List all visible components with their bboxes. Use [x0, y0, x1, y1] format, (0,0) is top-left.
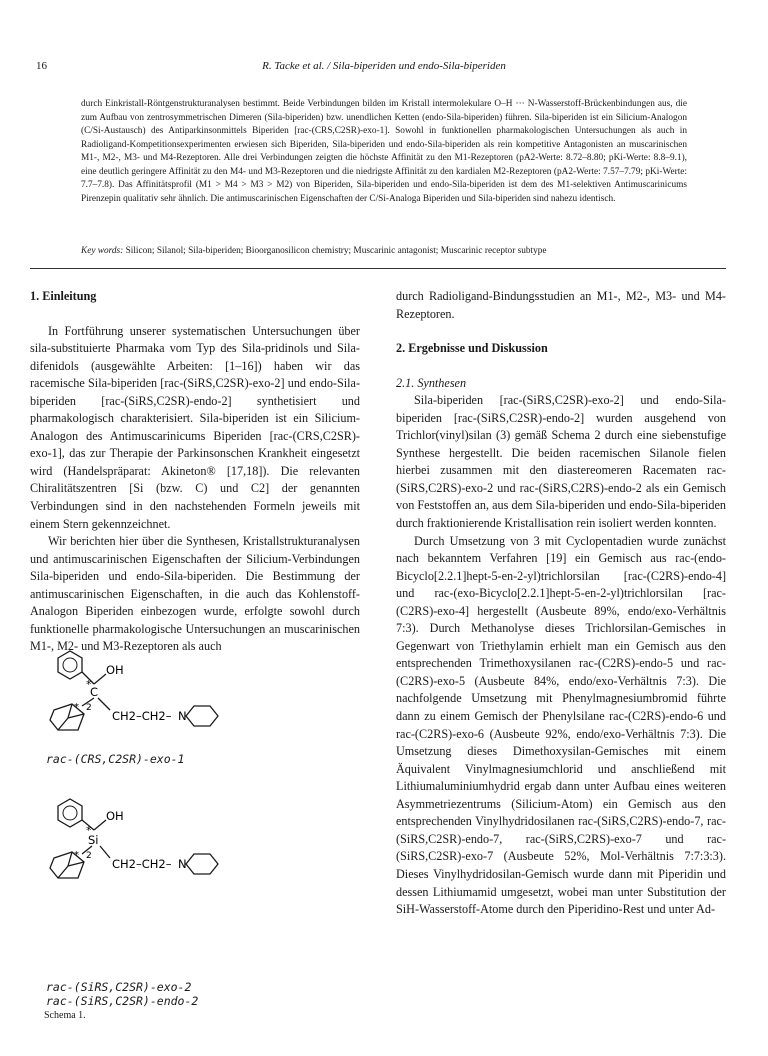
- locant-2: 2: [86, 851, 92, 861]
- star-marker: *: [74, 702, 79, 713]
- atom-c: C: [90, 685, 99, 699]
- keywords: [81, 246, 701, 256]
- atom-n: N: [178, 857, 187, 871]
- paragraph: Wir berichten hier über die Synthesen, Kristallstrukturanalysen und antimuscarinischen Eigenschaften der Silicium-Verbindungen Sila-biperiden und endo-Sila-biperiden. Die Bestimmung der antimuscarinischen Eigenschaften, in die auch das Kohlenstoff-Analogon Biperiden einbezogen wurde, erfolgte sowohl durch funktionelle pharmakologische Untersuchungen an muscarinischen M1-, M2- und M3-Rezeptoren als auch: [30, 534, 360, 654]
- keywords-list: Silicon; Silanol; Sila-biperiden; Bioorganosilicon chemistry; Muscarinic antagonist; Muscarinic receptor subtype: [125, 246, 547, 256]
- chain: CH2–CH2–: [112, 709, 172, 723]
- atom-si: Si: [88, 833, 99, 847]
- section-heading-ergebnisse: 2. Ergebnisse und Diskussion: [396, 341, 548, 356]
- chain: CH2–CH2–: [112, 857, 172, 871]
- right-column: [396, 288, 726, 919]
- star-marker: *: [74, 850, 79, 861]
- structure-1-drawing: [44, 648, 304, 768]
- paragraph: Sila-biperiden [rac-(SiRS,C2SR)-exo-2] und endo-Sila-biperiden [rac-(SiRS,C2SR)-endo-2] wurden ausgehend von Trichlor(vinyl)silan (3) gemäß Schema 2 durch eine siebenstufige Synthese hergestellt. Die beiden racemischen Silanole fielen hierbei zusammen mit den diastereomeren Racematen rac-(SiRS,C2RS)-exo-2 und rac-(SiRS,C2RS)-endo-2 als ein Gemisch von Feststoffen an, aus dem Sila-biperiden und endo-Sila-biperiden durch fraktionierende Kristallisation rein isoliert werden konnten.: [396, 393, 726, 531]
- section-heading-einleitung: 1. Einleitung: [30, 289, 97, 303]
- page-number: 16: [36, 60, 47, 72]
- structure-2-drawing: [44, 796, 304, 916]
- left-column: [30, 288, 360, 656]
- abstract-text: durch Einkristall-Röntgenstrukturanalysen bestimmt. Beide Verbindungen bilden im Kristall intermolekulare O–H ··· N-Wasserstoff-Brückenbindungen aus, die zum Aufbau von zentrosymmetrischen Dimeren (Sila-biperiden) bzw. unendlichen Ketten (endo-Sila-biperiden) führen. Sila-biperiden ist ein Silicium-Analogon (C/Si-Austausch) des Antiparkinsonmittels Biperiden [rac-(CRS,C2SR)-exo-1]. Sowohl in funktionellen pharmakologischen Untersuchungen als auch in Radioligand-Kompetitionsexperimenten erwiesen sich Biperiden, Sila-biperiden und endo-Sila-biperiden als rein kompetitive Antagonisten an muscarinischen M1-, M2-, M3- und M4-Rezeptoren. Alle drei Verbindungen zeigten die höchste Affinität zu den M1-Rezeptoren (pA2-Werte: 8.72–8.80; pKi-Werte: 8.8–9.1), eine deutlich geringere Affinität zu den M4- und M3-Rezeptoren und die niedrigste Affinität zu den kardialen M2-Rezeptoren (pA2-Werte: 7.57–7.79; pKi-Werte: 7.7–7.8). Das Affinitätsprofil (M1 > M4 > M3 > M2) von Biperiden, Sila-biperiden und endo-Sila-biperiden ist dem des M1-selektiven Antimuscarinicums Pirenzepin qualitativ sehr ähnlich. Die antimuscarinischen Eigenschaften der C/Si-Analoga Biperiden und Sila-biperiden sind nahezu identisch.: [81, 99, 687, 204]
- paragraph: Durch Umsetzung von 3 mit Cyclopentadien wurde zunächst nach bekanntem Verfahren [19] ein Gemisch aus rac-(endo-Bicyclo[2.2.1]hept-5-en-2-yl)trichlorsilan [rac-(C2RS)-endo-4] und rac-(exo-Bicyclo[2.2.1]hept-5-en-2-yl)trichlorsilan [rac-(C2RS)-exo-4] hergestellt (Ausbeute 89%, endo/exo-Verhältnis 7:3). Durch Methanolyse dieses Trichlorsilan-Gemisches in Gegenwart von Triethylamin erhielt man ein Gemisch aus den entsprechenden Trimethoxysilanen rac-(C2RS)-endo-5 und rac-(C2RS)-exo-5 (Ausbeute 84%, endo/exo-Verhältnis 7:3). Die nachfolgende Umsetzung mit Phenylmagnesiumbromid führte dann zu einem Gemisch der Phenylsilane rac-(C2RS)-endo-6 und rac-(C2RS)-exo-6 (Ausbeute 92%, endo/exo-Verhältnis 7:3). Die Umsetzung dieses Dimethoxysilan-Gemisches mit einem Äquivalent Vinylmagnesiumchlorid und anschließend mit Lithiumaluminiumhydrid ergab dann unter Aufbau eines weiteren Asymmetriezentrums (Silicium-Atom) ein Gemisch aus den entsprechenden Vinylhydridosilanen rac-(SiRS,C2RS)-endo-7, rac-(SiRS,C2SR)-endo-7, rac-(SiRS,C2RS)-exo-7 und rac-(SiRS,C2SR)-exo-7 (Ausbeute 52%, Mol-Verhältnis 7:7:3:3). Dieses Vinylhydridosilan-Gemisch wurde dann mit Piperidin und dessen Lithiumamid umgesetzt, wobei man unter Substitution der SiH-Wasserstoff-Atome durch den Piperidino-Rest und unter Ad-: [396, 533, 726, 917]
- atom-oh: OH: [106, 663, 124, 677]
- structure-2-label-exo: rac-(SiRS,C2SR)-exo-2: [46, 980, 192, 994]
- locant-2: 2: [86, 703, 92, 713]
- keywords-label: Key words:: [81, 246, 124, 256]
- scheme-1: [44, 648, 304, 1028]
- structure-2-label-endo: rac-(SiRS,C2SR)-endo-2: [46, 994, 199, 1008]
- atom-n: N: [178, 709, 187, 723]
- subsection-heading-synthesen: 2.1. Synthesen: [396, 375, 467, 390]
- paragraph: In Fortführung unserer systematischen Untersuchungen über sila-substituierte Pharmaka vom Typ des Sila-pridinols und Sila-difenidols (ausgewählte Arbeiten: [1–16]) haben wir das racemische Sila-biperiden [rac-(SiRS,C2SR)-exo-2] und endo-Sila-biperiden [rac-(SiRS,C2SR)-endo-2] synthetisiert und pharmakologisch charakterisiert. Sila-biperiden ist ein Silicium-Analogon des Antimuscarinicums Biperiden [rac-(CRS,C2SR)-exo-1], das zur Therapie der Parkinsonschen Krankheit eingesetzt wird (Handelspräparat: Akineton® [17,18]). Die relevanten Chiralitätszentren [Si (bzw. C) und C2] der genannten Verbindungen sind in den nachstehenden Formeln jeweils mit einem Stern gekennzeichnet.: [30, 323, 360, 531]
- running-head: R. Tacke et al. / Sila-biperiden und endo-Sila-biperiden: [262, 60, 506, 72]
- structure-1-label: rac-(CRS,C2SR)-exo-1: [46, 752, 185, 766]
- star-marker: *: [86, 824, 92, 837]
- scheme-caption: Schema 1.: [44, 1010, 86, 1021]
- atom-oh: OH: [106, 809, 124, 823]
- star-marker: *: [86, 678, 92, 691]
- paragraph: durch Radioligand-Bindungsstudien an M1-, M2-, M3- und M4-Rezeptoren.: [396, 289, 726, 321]
- header-rule: [30, 268, 726, 269]
